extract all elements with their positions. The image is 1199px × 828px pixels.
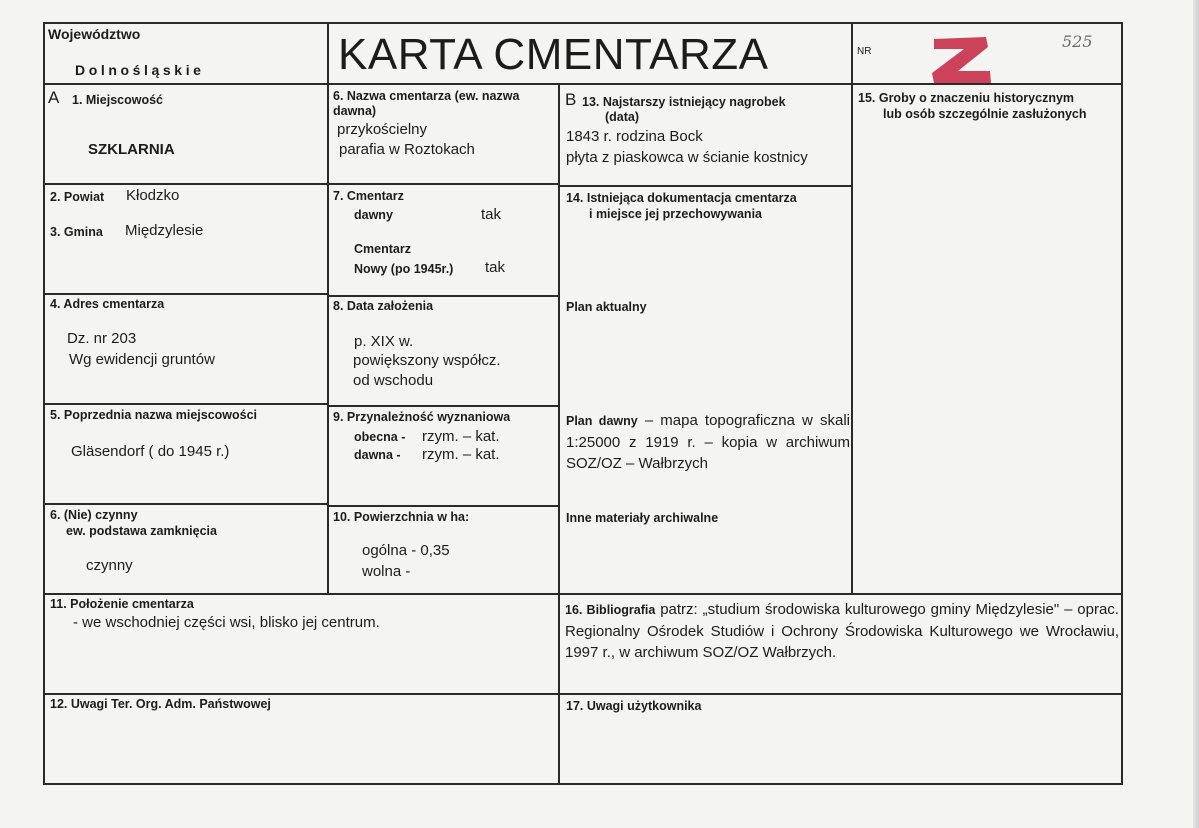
cemetery-name-line-2: parafia w Roztokach	[339, 141, 475, 158]
commune-value: Międzylesie	[125, 222, 204, 239]
former-denomination-label: dawna -	[354, 448, 401, 462]
row-a-4	[43, 503, 329, 505]
current-plan-label: Plan aktualny	[566, 300, 647, 314]
district-label: 2. Powiat	[50, 190, 105, 204]
card-edge	[1193, 0, 1199, 828]
row-a-3	[43, 403, 329, 405]
notable-graves-label: 15. Groby o znaczeniu historycznym	[858, 91, 1075, 105]
area-free: wolna -	[362, 563, 411, 580]
cemetery-name-label: 6. Nazwa cmentarza (ew. nazwa	[333, 89, 520, 103]
nr-label: NR	[857, 46, 872, 57]
new-cemetery-label-2: Nowy (po 1945r.)	[354, 262, 454, 276]
active-status-label: 6. (Nie) czynny	[50, 508, 138, 522]
bibliography	[565, 599, 1119, 663]
page-title: KARTA CMENTARZA	[338, 30, 769, 79]
row-b-2	[327, 295, 560, 297]
frame-bottom	[43, 783, 1123, 785]
former-plan-label: Plan dawny	[566, 414, 638, 428]
founding-date-line-3: od wschodu	[353, 372, 434, 389]
founding-date-line-2: powiększony współcz.	[353, 352, 501, 369]
voivodeship-value: Dolnośląskie	[75, 62, 205, 78]
active-status-value: czynny	[86, 557, 133, 574]
old-cemetery-label: dawny	[354, 208, 393, 222]
cemetery-name-label-2: dawna)	[333, 104, 377, 118]
founding-date-line-1: p. XIX w.	[354, 333, 414, 350]
bibliography-text: patrz: „studium środowiska kulturowego gminy Międzylesie" – oprac. Regionalny Ośrodek Studiów i Ochrony Środowiska Kulturowego we Wrocławiu, 1997 r., w archiwum SOZ/OZ Wałbrzych.	[565, 601, 1119, 661]
col-divider-2	[558, 85, 560, 785]
cemetery-name-line-1: przykościelny	[337, 121, 428, 138]
previous-name-value: Gläsendorf ( do 1945 r.)	[71, 443, 230, 460]
new-cemetery-label-1: Cmentarz	[354, 242, 411, 256]
locality-value: SZKLARNIA	[88, 141, 175, 158]
card-number: 525	[1062, 32, 1093, 51]
section-a-marker: A	[48, 88, 60, 107]
documentation-label-2: i miejsce jej przechowywania	[589, 207, 762, 221]
voivodeship-label: Województwo	[48, 26, 141, 42]
former-denomination-value: rzym. – kat.	[422, 446, 500, 463]
location-value: - we wschodniej części wsi, blisko jej centrum.	[73, 614, 380, 631]
red-z-stamp	[928, 33, 998, 87]
row-a-2	[43, 293, 329, 295]
row-full-1	[43, 593, 1123, 595]
col-divider-1	[327, 22, 329, 595]
address-line-1: Dz. nr 203	[67, 330, 137, 347]
area-label: 10. Powierzchnia w ha:	[333, 510, 470, 524]
locality-label: 1. Miejscowość	[72, 93, 164, 107]
row-full-2	[43, 693, 1123, 695]
row-b-1	[327, 183, 560, 185]
user-remarks-label: 17. Uwagi użytkownika	[566, 699, 702, 713]
row-c-1	[558, 185, 853, 187]
state-admin-remarks-label: 12. Uwagi Ter. Org. Adm. Państwowej	[50, 697, 271, 711]
cemetery-type-label: 7. Cmentarz	[333, 189, 404, 203]
documentation-label: 14. Istniejąca dokumentacja cmentarza	[566, 191, 797, 205]
denomination-label: 9. Przynależność wyznaniowa	[333, 410, 511, 424]
oldest-grave-label: 13. Najstarszy istniejący nagrobek	[582, 95, 786, 109]
frame-top	[43, 22, 1123, 24]
current-denomination-label: obecna -	[354, 430, 406, 444]
oldest-grave-line-2: płyta z piaskowca w ścianie kostnicy	[566, 149, 808, 166]
district-value: Kłodzko	[126, 187, 180, 204]
address-line-2: Wg ewidencji gruntów	[69, 351, 215, 368]
old-cemetery-value: tak	[481, 206, 502, 223]
row-b-4	[327, 505, 560, 507]
new-cemetery-value: tak	[485, 259, 506, 276]
former-plan-text	[566, 410, 850, 474]
bibliography-label: 16. Bibliografia	[565, 603, 656, 617]
notable-graves-label-2: lub osób szczególnie zasłużonych	[883, 107, 1087, 121]
other-materials-label: Inne materiały archiwalne	[566, 511, 719, 525]
frame-right	[1121, 22, 1123, 785]
area-total: ogólna - 0,35	[362, 542, 450, 559]
oldest-grave-line-1: 1843 r. rodzina Bock	[566, 128, 703, 145]
closure-basis-label: ew. podstawa zamknięcia	[66, 524, 217, 538]
row-b-3	[327, 405, 560, 407]
current-denomination-value: rzym. – kat.	[422, 428, 500, 445]
row-a-1	[43, 183, 329, 185]
former-plan-value: – mapa topograficzna w skali 1:25000 z 1919 r. – kopia w archiwum SOZ/OZ – Wałbrzych	[566, 412, 851, 472]
commune-label: 3. Gmina	[50, 225, 103, 239]
col-divider-3	[851, 22, 853, 595]
address-label: 4. Adres cmentarza	[50, 297, 165, 311]
oldest-grave-label-2: (data)	[605, 110, 640, 124]
founding-date-label: 8. Data założenia	[333, 299, 434, 313]
previous-name-label: 5. Poprzednia nazwa miejscowości	[50, 408, 258, 422]
section-b-marker: B	[565, 90, 577, 109]
location-label: 11. Położenie cmentarza	[50, 597, 194, 611]
